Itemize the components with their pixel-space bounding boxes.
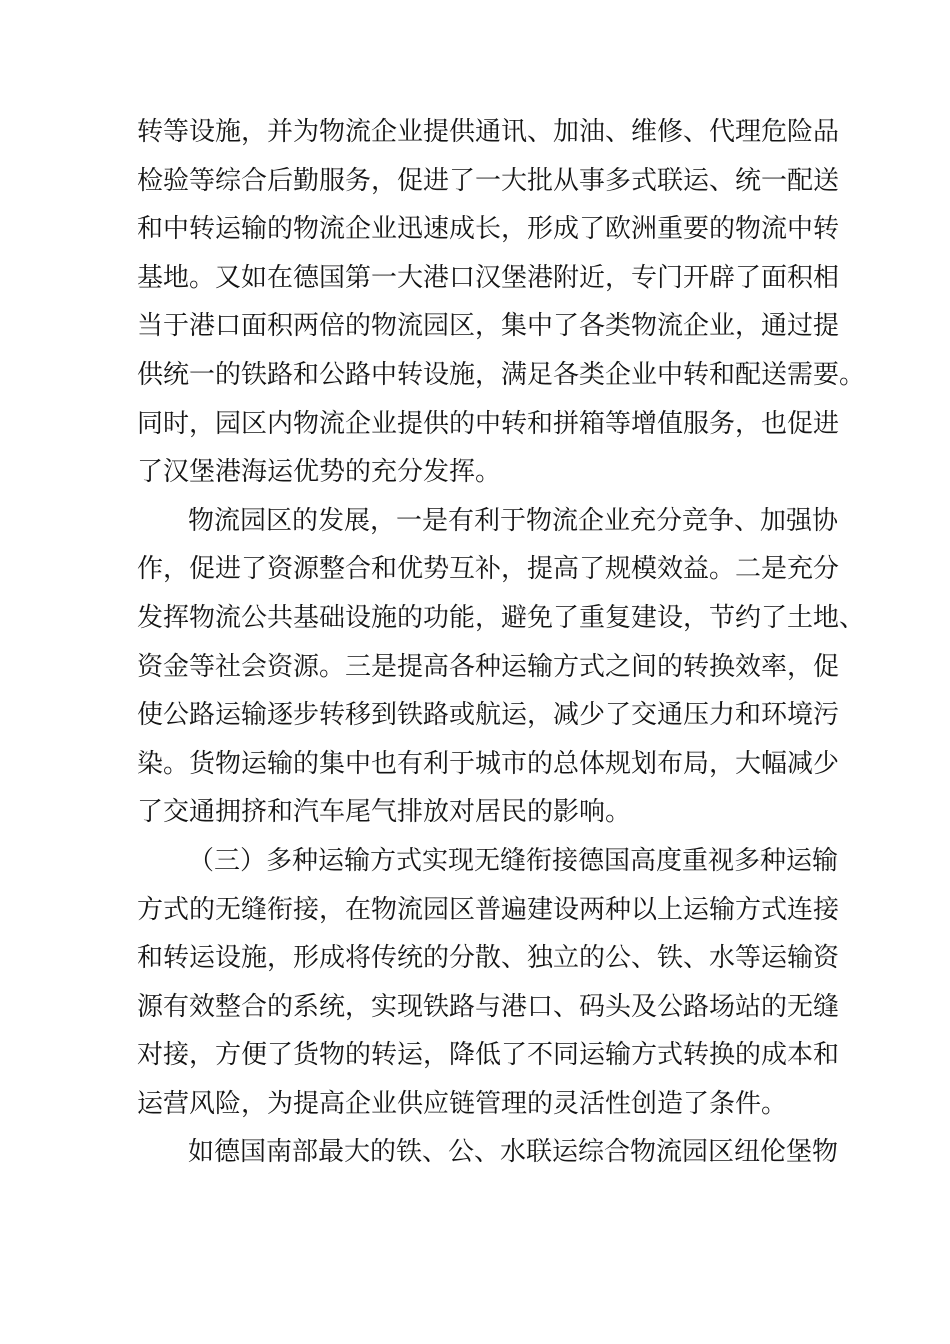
text-line: 同时，园区内物流企业提供的中转和拼箱等增值服务，也促进 [137, 408, 840, 439]
text-line: 资金等社会资源。三是提高各种运输方式之间的转换效率，促 [137, 651, 840, 682]
text-line: 供统一的铁路和公路中转设施，满足各类企业中转和配送需要。 [137, 359, 866, 390]
text-line: 源有效整合的系统，实现铁路与港口、码头及公路场站的无缝 [137, 991, 840, 1022]
text-line: 和中转运输的物流企业迅速成长，形成了欧洲重要的物流中转 [137, 214, 840, 245]
body-text [137, 108, 866, 1177]
text-line: 发挥物流公共基础设施的功能，避免了重复建设，节约了土地、 [137, 602, 866, 633]
text-line: 当于港口面积两倍的物流园区，集中了各类物流企业，通过提 [137, 311, 840, 342]
section-heading-line: （三）多种运输方式实现无缝衔接德国高度重视多种运输 [188, 845, 839, 876]
text-line: 使公路运输逐步转移到铁路或航运，减少了交通压力和环境污 [137, 700, 840, 731]
paragraph-first-line: 如德国南部最大的铁、公、水联运综合物流园区纽伦堡物 [188, 1137, 839, 1168]
text-line: 染。货物运输的集中也有利于城市的总体规划布局，大幅减少 [137, 748, 840, 779]
text-line: 作，促进了资源整合和优势互补，提高了规模效益。二是充分 [137, 554, 840, 585]
paragraph-first-line: 物流园区的发展，一是有利于物流企业充分竞争、加强协 [188, 505, 839, 536]
text-line: 运营风险，为提高企业供应链管理的灵活性创造了条件。 [137, 1088, 788, 1119]
text-line: 了交通拥挤和汽车尾气排放对居民的影响。 [137, 797, 632, 828]
text-line: 和转运设施，形成将传统的分散、独立的公、铁、水等运输资 [137, 943, 840, 974]
text-line: 转等设施，并为物流企业提供通讯、加油、维修、代理危险品 [137, 117, 840, 147]
text-line: 对接，方便了货物的转运，降低了不同运输方式转换的成本和 [137, 1040, 840, 1071]
text-line: 方式的无缝衔接，在物流园区普遍建设两种以上运输方式连接 [137, 894, 840, 925]
text-line: 检验等综合后勤服务，促进了一大批从事多式联运、统一配送 [137, 165, 840, 196]
text-line: 了汉堡港海运优势的充分发挥。 [137, 457, 502, 488]
text-line: 基地。又如在德国第一大港口汉堡港附近，专门开辟了面积相 [137, 262, 840, 293]
